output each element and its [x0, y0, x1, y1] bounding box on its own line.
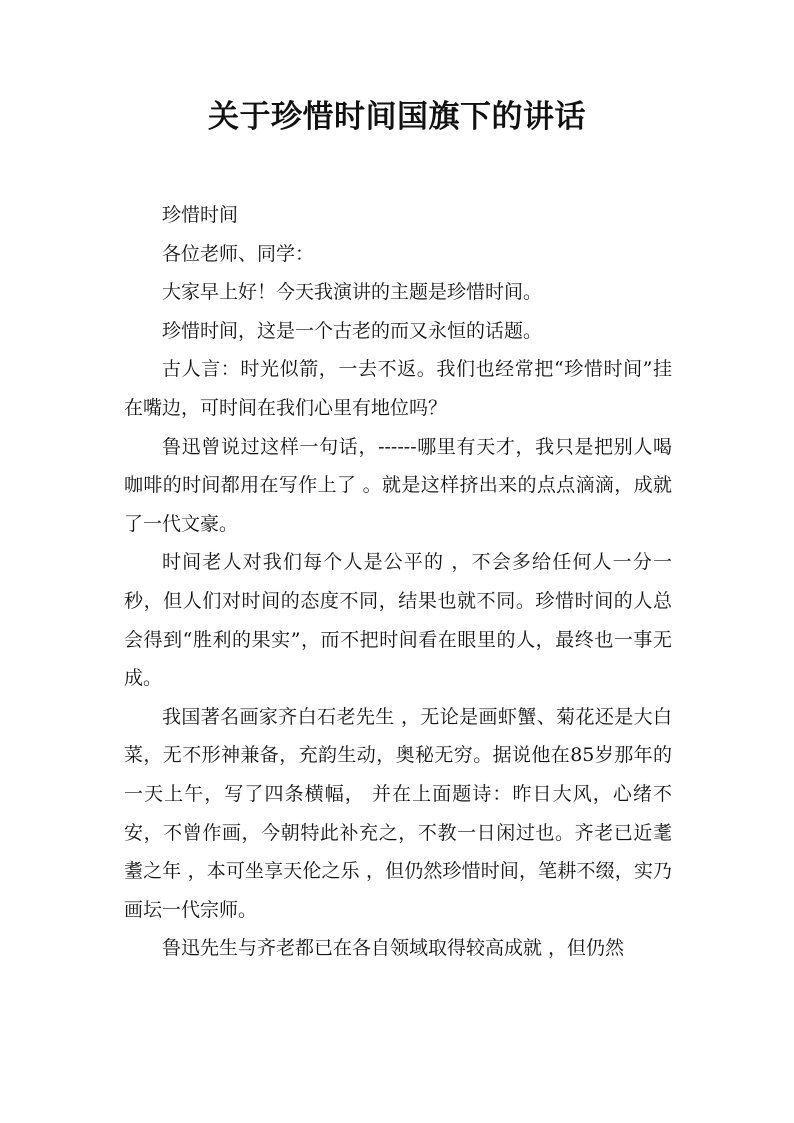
paragraph-lu-xun-quote: 鲁迅曾说过这样一句话，------哪里有天才，我只是把别人喝咖啡的时间都用在写作上了 。就是这样挤出来的点点滴滴，成就了一代文豪。	[124, 435, 672, 535]
paragraph-ancient-saying: 古人言：时光似箭，一去不返。我们也经常把“珍惜时间”挂在嘴边，可时间在我们心里有地位吗？	[124, 358, 672, 419]
paragraph-qi-baishi: 我国著名画家齐白石老先生 ，无论是画虾蟹、菊花还是大白菜，无不形神兼备，充韵生动，奥秘无穷。据说他在85岁那年的一天上午，写了四条横幅， 并在上面题诗：昨日大风，心绪不安，不曾作画，今朝特此补充之，不教一日闲过也。齐老已近耄耋之年 ，本可坐享天伦之乐 ，但仍然珍惜时间，笔耕不缀，实乃画坛一代宗师。	[124, 705, 672, 921]
paragraph-subtitle: 珍惜时间	[162, 204, 239, 226]
document-body	[124, 196, 672, 968]
paragraph-topic: 珍惜时间，这是一个古老的而又永恒的话题。	[162, 319, 543, 342]
document-title: 关于珍惜时间国旗下的讲话	[208, 99, 586, 135]
paragraph-fairness-of-time: 时间老人对我们每个人是公平的 ，不会多给任何人一分一秒，但人们对时间的态度不同，结果也就不同。珍惜时间的人总会得到“胜利的果实”，而不把时间看在眼里的人，最终也一事无成。	[124, 551, 672, 690]
paragraph-greeting: 大家早上好！今天我演讲的主题是珍惜时间。	[162, 281, 543, 304]
paragraph-conclusion-start: 鲁迅先生与齐老都已在各自领域取得较高成就 ，但仍然	[162, 937, 625, 960]
paragraph-salutation: 各位老师、同学：	[162, 242, 315, 265]
